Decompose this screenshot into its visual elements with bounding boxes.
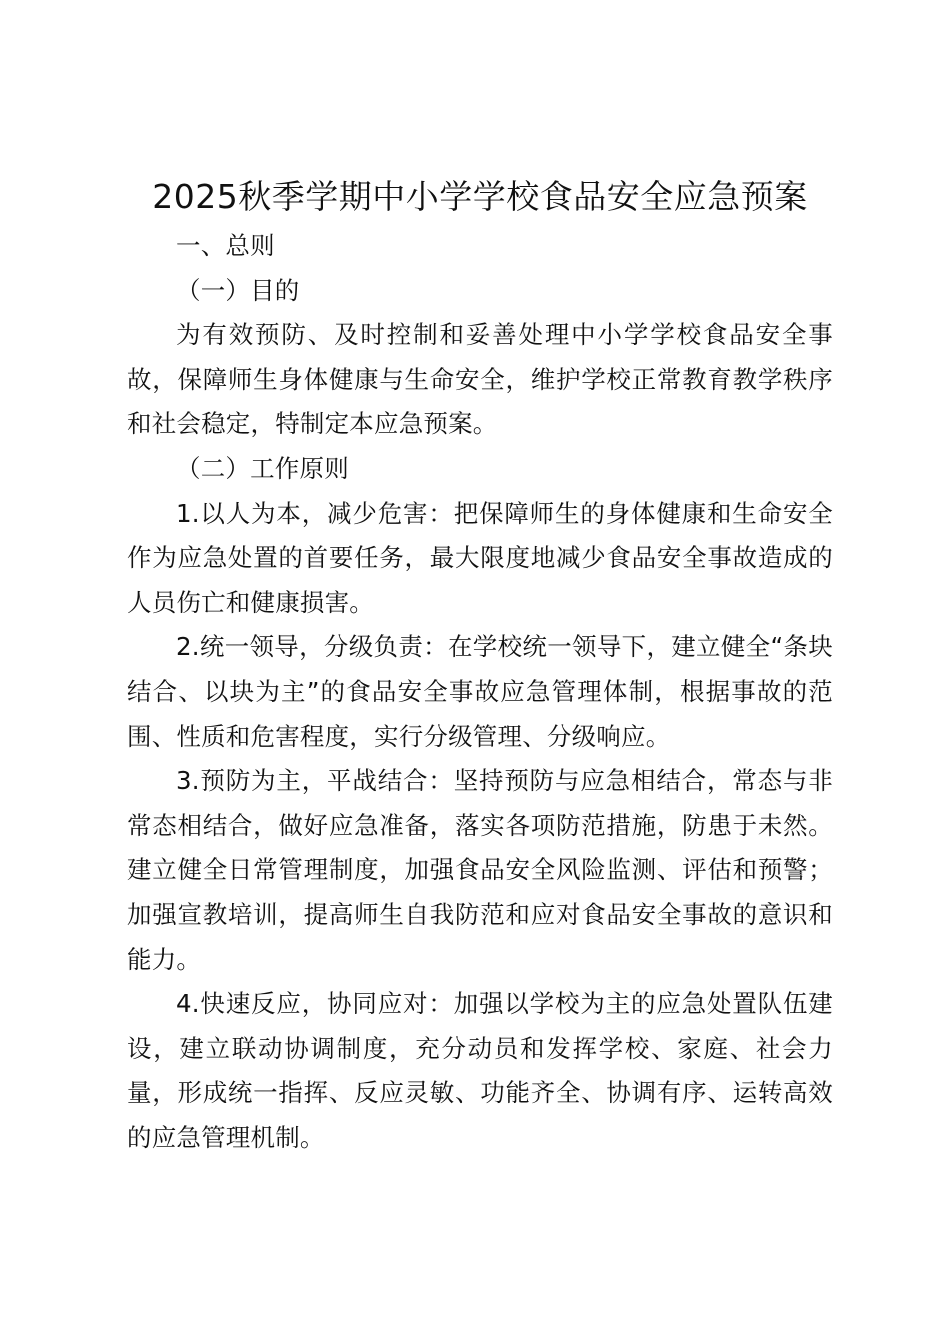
subsection-heading-purpose: （一）目的 (176, 275, 300, 305)
paragraph-principle-2: 2.统一领导，分级负责：在学校统一领导下，建立健全“条块结合、以块为主”的食品安全事故应急管理体制，根据事故的范围、性质和危害程度，实行分级管理、分级响应。 (127, 632, 833, 751)
subsection-heading-principles: （二）工作原则 (176, 453, 349, 483)
document-body (127, 224, 833, 1160)
paragraph-principle-4: 4.快速反应，协同应对：加强以学校为主的应急处置队伍建设，建立联动协调制度，充分动员和发挥学校、家庭、社会力量，形成统一指挥、反应灵敏、功能齐全、协调有序、运转高效的应急管理机制。 (127, 989, 833, 1152)
section-heading-general: 一、总则 (176, 231, 275, 260)
paragraph-purpose: 为有效预防、及时控制和妥善处理中小学学校食品安全事故，保障师生身体健康与生命安全，维护学校正常教育教学秩序和社会稳定，特制定本应急预案。 (127, 320, 833, 439)
paragraph-principle-1: 1.以人为本，减少危害：把保障师生的身体健康和生命安全作为应急处置的首要任务，最大限度地减少食品安全事故造成的人员伤亡和健康损害。 (127, 498, 833, 617)
document-title: 2025秋季学期中小学学校食品安全应急预案 (152, 177, 808, 216)
paragraph-principle-3: 3.预防为主，平战结合：坚持预防与应急相结合，常态与非常态相结合，做好应急准备，落实各项防范措施，防患于未然。建立健全日常管理制度，加强食品安全风险监测、评估和预警；加强宣教培训，提高师生自我防范和应对食品安全事故的意识和能力。 (127, 766, 833, 974)
